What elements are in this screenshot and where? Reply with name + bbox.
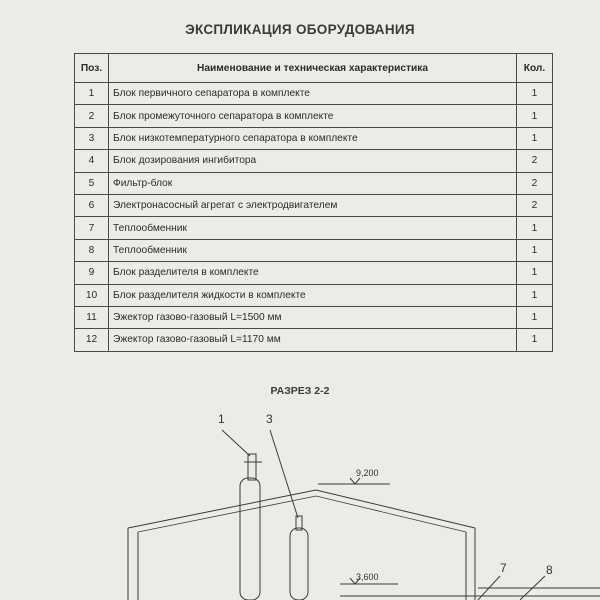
section-drawing	[0, 400, 600, 600]
equipment-table	[74, 53, 553, 352]
header-name: Наименование и техническая характеристика	[109, 54, 517, 83]
header-pos: Поз.	[75, 54, 109, 83]
callout-1: 1	[218, 412, 225, 426]
cell-qty: 1	[517, 239, 553, 261]
cell-name: Блок промежуточного сепаратора в комплекте	[109, 105, 517, 127]
elevation-label-3600: 3,600	[356, 572, 379, 582]
cell-qty: 2	[517, 194, 553, 216]
table-header-row	[75, 54, 553, 83]
cell-name: Блок разделителя жидкости в комплекте	[109, 284, 517, 306]
cell-qty: 1	[517, 284, 553, 306]
table-row	[75, 194, 553, 216]
cell-name: Фильтр-блок	[109, 172, 517, 194]
cell-name: Эжектор газово-газовый L=1170 мм	[109, 329, 517, 351]
cell-pos: 5	[75, 172, 109, 194]
cell-pos: 11	[75, 306, 109, 328]
cell-pos: 2	[75, 105, 109, 127]
callout-3: 3	[266, 412, 273, 426]
cell-pos: 1	[75, 83, 109, 105]
cell-qty: 2	[517, 150, 553, 172]
table-row	[75, 127, 553, 149]
cell-name: Эжектор газово-газовый L=1500 мм	[109, 306, 517, 328]
vessel-1	[240, 478, 260, 600]
cell-qty: 1	[517, 262, 553, 284]
cell-name: Блок дозирования ингибитора	[109, 150, 517, 172]
callout-7: 7	[500, 561, 507, 575]
document-title: ЭКСПЛИКАЦИЯ ОБОРУДОВАНИЯ	[185, 22, 415, 37]
cell-name: Теплообменник	[109, 239, 517, 261]
callout-8: 8	[546, 563, 553, 577]
cell-qty: 1	[517, 217, 553, 239]
cell-pos: 3	[75, 127, 109, 149]
cell-pos: 8	[75, 239, 109, 261]
leader-1	[222, 430, 250, 456]
section-title: РАЗРЕЗ 2-2	[270, 385, 330, 397]
cell-pos: 10	[75, 284, 109, 306]
cell-name: Блок разделителя в комплекте	[109, 262, 517, 284]
elevation-label-9200: 9,200	[356, 468, 379, 478]
vessel-1-top	[248, 454, 256, 480]
cell-name: Блок низкотемпературного сепаратора в комплекте	[109, 127, 517, 149]
table-row	[75, 262, 553, 284]
table-row	[75, 306, 553, 328]
cell-pos: 7	[75, 217, 109, 239]
table-row	[75, 329, 553, 351]
cell-qty: 1	[517, 329, 553, 351]
table-row	[75, 83, 553, 105]
cell-name: Блок первичного сепаратора в комплекте	[109, 83, 517, 105]
table-row	[75, 284, 553, 306]
cell-name: Теплообменник	[109, 217, 517, 239]
elevation-9200-mark	[350, 478, 360, 484]
cell-qty: 1	[517, 306, 553, 328]
table-row	[75, 150, 553, 172]
cell-qty: 1	[517, 83, 553, 105]
table-row	[75, 239, 553, 261]
table-row	[75, 105, 553, 127]
cell-pos: 12	[75, 329, 109, 351]
cell-pos: 9	[75, 262, 109, 284]
cell-name: Электронасосный агрегат с электродвигателем	[109, 194, 517, 216]
header-qty: Кол.	[517, 54, 553, 83]
table-row	[75, 172, 553, 194]
cell-qty: 1	[517, 105, 553, 127]
cell-qty: 1	[517, 127, 553, 149]
table-row	[75, 217, 553, 239]
cell-pos: 6	[75, 194, 109, 216]
cell-pos: 4	[75, 150, 109, 172]
cell-qty: 2	[517, 172, 553, 194]
vessel-3	[290, 528, 308, 600]
